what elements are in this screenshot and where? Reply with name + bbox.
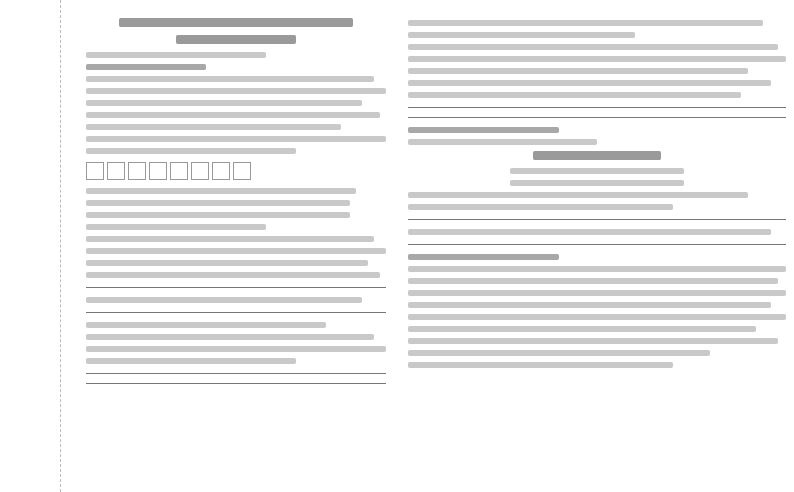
- right-column-text: [0, 0, 1, 1]
- subtitle-line: [176, 35, 296, 44]
- binding-strip: [0, 0, 61, 492]
- left-column: [86, 14, 386, 393]
- right-column: [408, 14, 786, 374]
- poem-title-line: [533, 151, 662, 160]
- answer-grid: [86, 162, 386, 180]
- title-line: [119, 18, 353, 27]
